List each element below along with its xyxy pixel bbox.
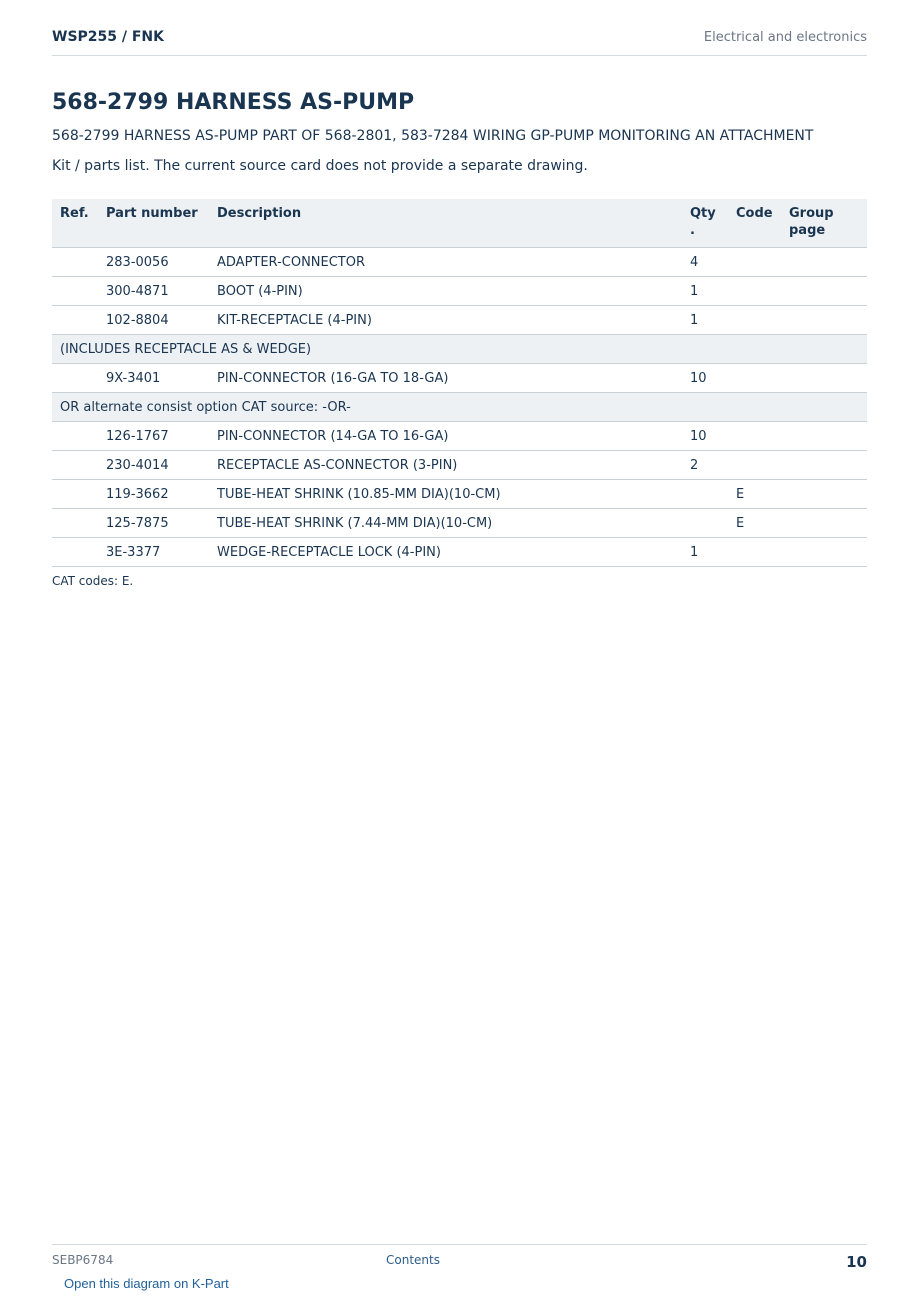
cell-part-number: 125-7875: [98, 509, 209, 538]
column-header-part-number: Part number: [98, 199, 209, 248]
cell-ref: [52, 509, 98, 538]
cell-part-number: 126-1767: [98, 422, 209, 451]
cell-group-page: [781, 248, 867, 277]
table-row: [52, 306, 867, 335]
document-id: SEBP6784: [52, 1253, 114, 1267]
cell-ref: [52, 422, 98, 451]
cell-description: ADAPTER-CONNECTOR: [209, 248, 682, 277]
cell-ref: [52, 306, 98, 335]
cell-description: TUBE-HEAT SHRINK (10.85-MM DIA)(10-CM): [209, 480, 682, 509]
cell-group-page: [781, 364, 867, 393]
cell-part-number: 3E-3377: [98, 538, 209, 567]
page-header: [52, 27, 867, 56]
column-header-code: Code: [728, 199, 781, 248]
table-header-row: [52, 199, 867, 248]
cell-description: RECEPTACLE AS-CONNECTOR (3-PIN): [209, 451, 682, 480]
cell-qty: [682, 480, 728, 509]
cell-part-number: 9X-3401: [98, 364, 209, 393]
cell-ref: [52, 480, 98, 509]
cell-ref: [52, 538, 98, 567]
cell-part-number: 102-8804: [98, 306, 209, 335]
qty-header-line2: .: [690, 223, 695, 238]
cell-group-page: [781, 509, 867, 538]
cell-qty: 4: [682, 248, 728, 277]
cell-code: [728, 451, 781, 480]
cell-group-page: [781, 277, 867, 306]
open-diagram-link[interactable]: Open this diagram on K-Part: [64, 1276, 229, 1291]
table-row: [52, 480, 867, 509]
column-header-ref: Ref.: [52, 199, 98, 248]
table-row: [52, 277, 867, 306]
cell-description: WEDGE-RECEPTACLE LOCK (4-PIN): [209, 538, 682, 567]
cell-group-page: [781, 480, 867, 509]
cell-code: [728, 248, 781, 277]
cell-qty: 10: [682, 422, 728, 451]
page-footer: [52, 1244, 867, 1271]
table-row: [52, 451, 867, 480]
breadcrumb: WSP255 / FNK: [52, 29, 164, 45]
parts-table: [52, 199, 867, 567]
page-number: 10: [846, 1253, 867, 1271]
cell-ref: [52, 451, 98, 480]
cell-qty: 1: [682, 538, 728, 567]
cell-qty: 1: [682, 306, 728, 335]
table-row: [52, 422, 867, 451]
cell-description: TUBE-HEAT SHRINK (7.44-MM DIA)(10-CM): [209, 509, 682, 538]
cell-description: PIN-CONNECTOR (14-GA TO 16-GA): [209, 422, 682, 451]
section-title: Electrical and electronics: [703, 30, 867, 45]
cell-part-number: 283-0056: [98, 248, 209, 277]
cell-code: [728, 422, 781, 451]
cat-codes-note: CAT codes: E.: [52, 574, 134, 588]
qty-header-line1: Qty: [690, 206, 716, 221]
cell-code: [728, 364, 781, 393]
cell-group-page: [781, 451, 867, 480]
cell-part-number: 300-4871: [98, 277, 209, 306]
cell-qty: 2: [682, 451, 728, 480]
column-header-group-page: [781, 199, 867, 248]
group-header-line1: Group: [789, 206, 834, 221]
cell-qty: 1: [682, 277, 728, 306]
cell-description: KIT-RECEPTACLE (4-PIN): [209, 306, 682, 335]
row-note: (INCLUDES RECEPTACLE AS & WEDGE): [52, 335, 867, 364]
cell-ref: [52, 277, 98, 306]
cell-code: E: [728, 509, 781, 538]
table-note-row: [52, 335, 867, 364]
cell-qty: [682, 509, 728, 538]
table-note-row: [52, 393, 867, 422]
cell-ref: [52, 364, 98, 393]
row-note: OR alternate consist option CAT source: -OR-: [52, 393, 867, 422]
cell-code: [728, 306, 781, 335]
group-header-line2: page: [789, 223, 826, 238]
column-header-description: Description: [209, 199, 682, 248]
cell-part-number: 230-4014: [98, 451, 209, 480]
cell-description: PIN-CONNECTOR (16-GA TO 18-GA): [209, 364, 682, 393]
table-row: [52, 509, 867, 538]
column-header-qty: [682, 199, 728, 248]
cell-ref: [52, 248, 98, 277]
table-row: [52, 364, 867, 393]
cell-code: E: [728, 480, 781, 509]
source-note: Kit / parts list. The current source card does not provide a separate drawing.: [52, 158, 588, 174]
cell-qty: 10: [682, 364, 728, 393]
document-page: [52, 0, 867, 1300]
table-row: [52, 248, 867, 277]
cell-group-page: [781, 422, 867, 451]
page-subtitle: 568-2799 HARNESS AS-PUMP PART OF 568-2801, 583-7284 WIRING GP-PUMP MONITORING AN ATTACHMENT: [52, 128, 814, 144]
cell-group-page: [781, 306, 867, 335]
table-row: [52, 538, 867, 567]
contents-link[interactable]: Contents: [386, 1253, 440, 1267]
cell-group-page: [781, 538, 867, 567]
cell-description: BOOT (4-PIN): [209, 277, 682, 306]
cell-code: [728, 538, 781, 567]
page-title: 568-2799 HARNESS AS-PUMP: [52, 90, 415, 115]
cell-part-number: 119-3662: [98, 480, 209, 509]
cell-code: [728, 277, 781, 306]
